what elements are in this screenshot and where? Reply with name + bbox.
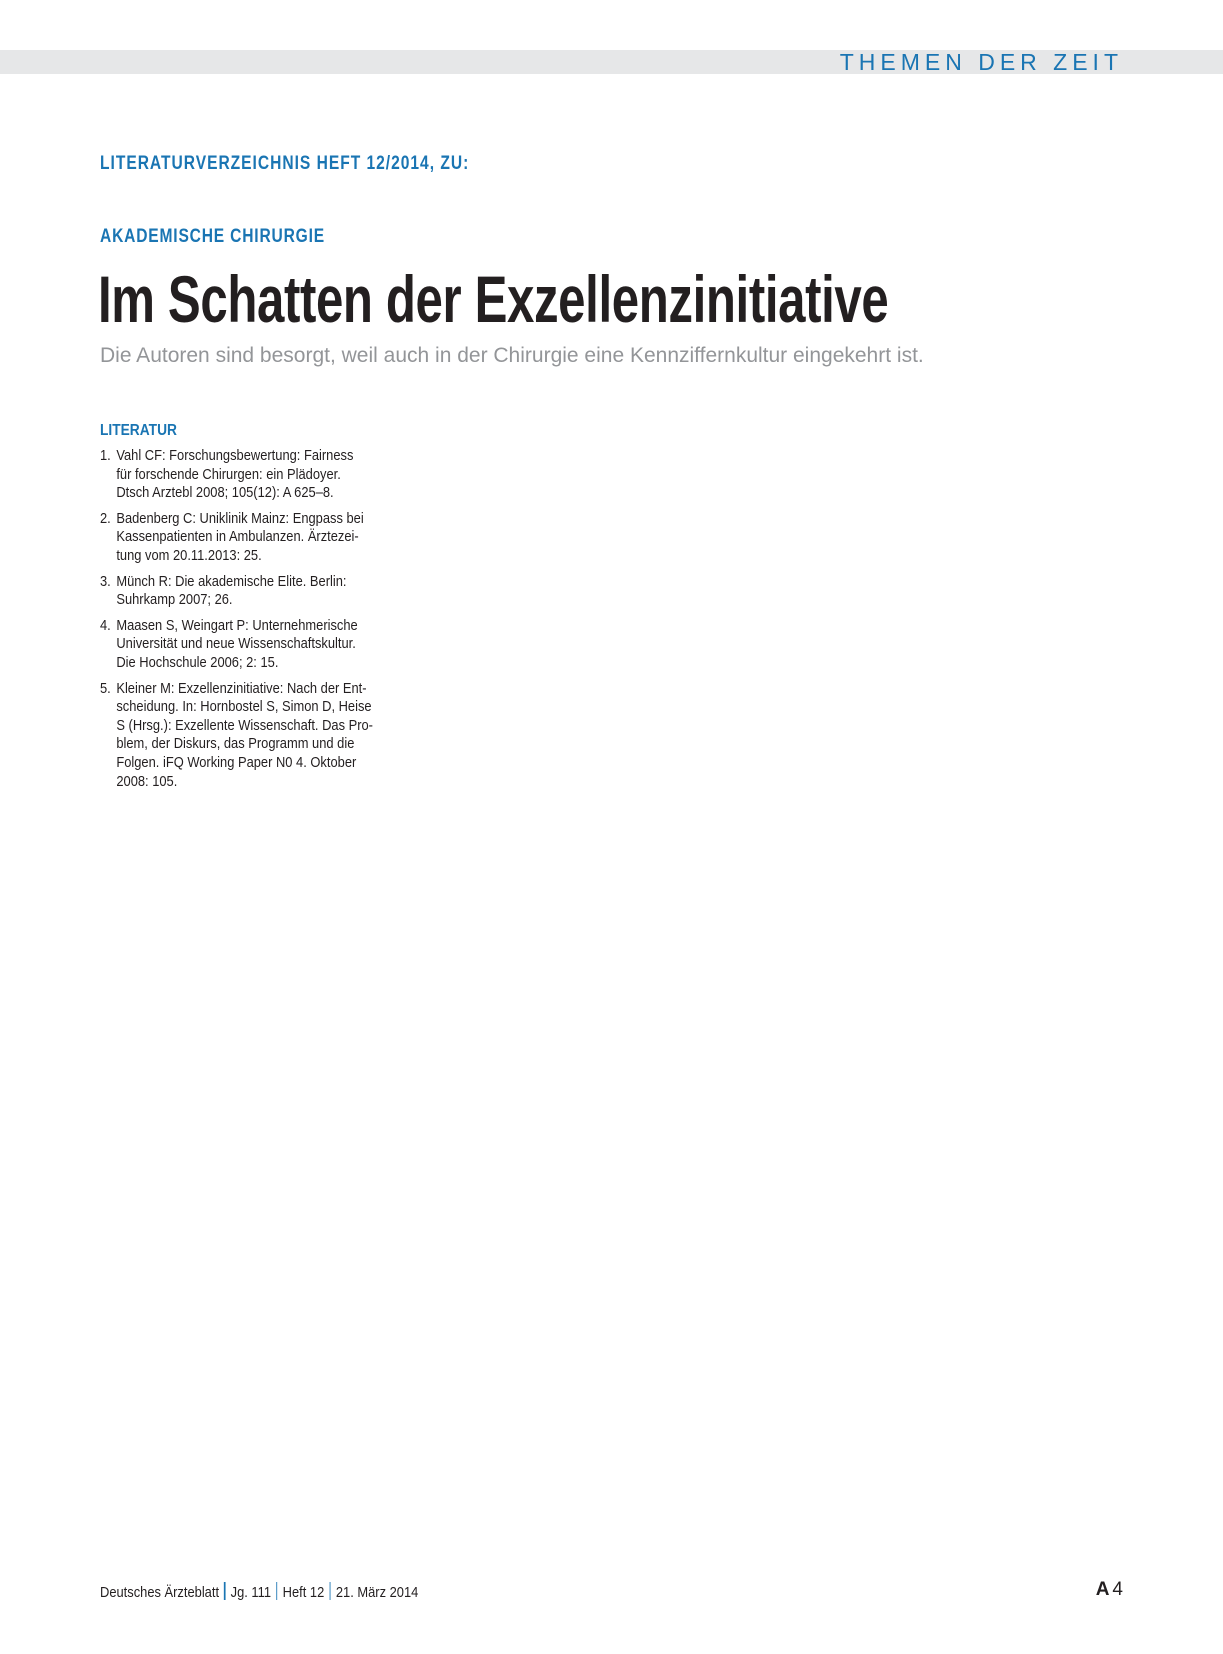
- reference-text-line: Münch R: Die akademische Elite. Berlin:: [116, 572, 347, 590]
- reference-number: 5.: [100, 679, 111, 697]
- reference-text-line: Badenberg C: Uniklinik Mainz: Engpass bei: [116, 509, 364, 527]
- reference-number: 1.: [100, 447, 111, 464]
- page-number-value: 4: [1112, 1579, 1123, 1600]
- reference-text-line: tung vom 20.11.2013: 25.: [116, 546, 262, 564]
- reference-text-line: Vahl CF: Forschungsbewertung: Fairness: [116, 447, 354, 464]
- footer-separator: [224, 1582, 225, 1600]
- reference-text-line: Folgen. iFQ Working Paper N0 4. Oktober: [116, 753, 357, 771]
- article-subtitle: Die Autoren sind besorgt, weil auch in der Chirurgie eine Kennziffernkultur eingekehrt ist.: [100, 344, 924, 367]
- reference-text-line: S (Hrsg.): Exzellente Wissenschaft. Das Pro-: [116, 716, 373, 734]
- topic-kicker: AKADEMISCHE CHIRURGIE: [100, 226, 325, 247]
- reference-number: 3.: [100, 572, 111, 590]
- reference-text-line: scheidung. In: Hornbostel S, Simon D, Heise: [116, 698, 372, 716]
- reference-text-line: blem, der Diskurs, das Programm und die: [116, 735, 355, 753]
- reference-text-line: Dtsch Arztebl 2008; 105(12): A 625–8.: [116, 484, 334, 502]
- reference-item: [100, 617, 375, 673]
- reference-list: [100, 447, 375, 798]
- reference-text-line: 2008: 105.: [116, 772, 178, 790]
- section-label: THEMEN DER ZEIT: [839, 49, 1123, 75]
- footer-separator: [329, 1582, 330, 1600]
- footer-volume: Jg. 111: [230, 1584, 272, 1601]
- reference-text-line: Suhrkamp 2007; 26.: [116, 591, 233, 609]
- reference-item: [100, 447, 375, 503]
- footer-date: 21. März 2014: [335, 1584, 419, 1601]
- footer-issue: Heft 12: [282, 1584, 325, 1601]
- reference-text-line: Kleiner M: Exzellenzinitiative: Nach der Ent-: [116, 679, 367, 697]
- reference-item: [100, 573, 375, 610]
- article-title: Im Schatten der Exzellenzinitiative: [98, 262, 889, 336]
- footer-separator: [276, 1582, 277, 1600]
- reference-number: 2.: [100, 509, 111, 527]
- page-number: [1096, 1578, 1123, 1602]
- reference-item: [100, 510, 375, 566]
- reference-item: [100, 680, 375, 792]
- literature-heading: LITERATUR: [100, 422, 177, 439]
- reference-text-line: Die Hochschule 2006; 2: 15.: [116, 653, 279, 671]
- reference-text-line: Kassenpatienten in Ambulanzen. Ärztezei-: [116, 528, 359, 546]
- page-prefix: A: [1095, 1579, 1110, 1600]
- reference-number: 4.: [100, 616, 111, 634]
- reference-text-line: Universität und neue Wissenschaftskultur.: [116, 635, 356, 653]
- footer-citation: [100, 1582, 418, 1603]
- reference-text-line: für forschende Chirurgen: ein Plädoyer.: [116, 465, 341, 483]
- reference-text-line: Maasen S, Weingart P: Unternehmerische: [116, 616, 358, 634]
- footer-journal: Deutsches Ärzteblatt: [100, 1584, 220, 1601]
- literature-kicker: LITERATURVERZEICHNIS HEFT 12/2014, ZU:: [100, 153, 470, 174]
